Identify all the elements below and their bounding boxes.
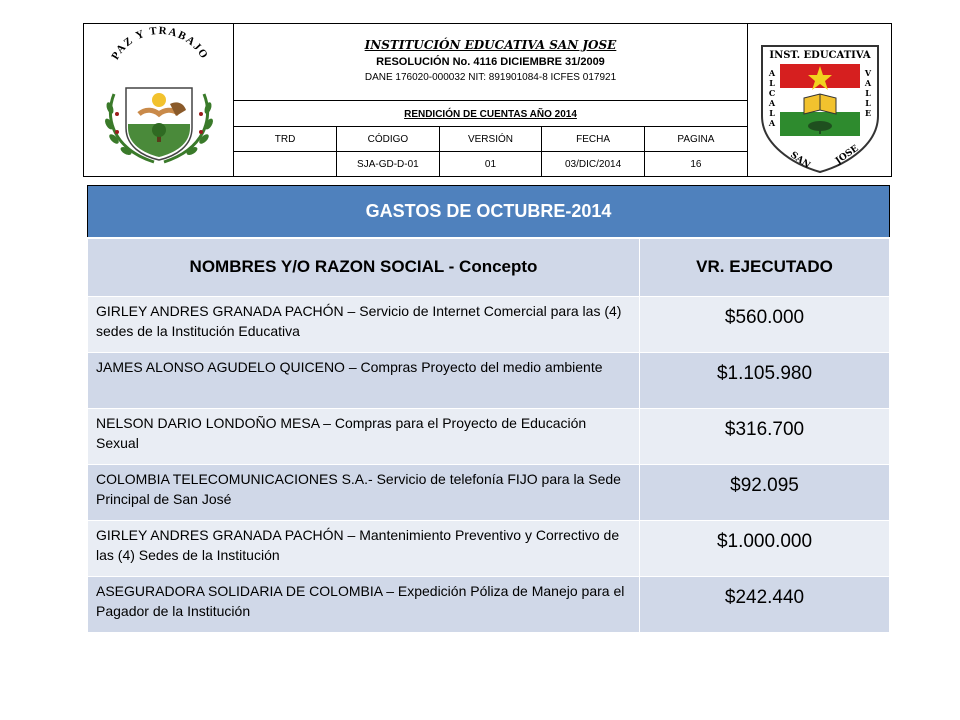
alcala-letter: A bbox=[768, 98, 776, 108]
valle-letter: L bbox=[865, 88, 871, 98]
meta-value-fecha: 03/DIC/2014 bbox=[542, 152, 645, 177]
document-header bbox=[83, 23, 892, 177]
table-row bbox=[88, 297, 890, 353]
valle-letter: E bbox=[864, 108, 872, 118]
table-row bbox=[88, 521, 890, 577]
meta-value-codigo: SJA-GD-D-01 bbox=[337, 152, 440, 177]
meta-value-trd bbox=[234, 152, 337, 177]
row-amount: $1.000.000 bbox=[640, 521, 890, 577]
meta-value-version: 01 bbox=[439, 152, 542, 177]
alcala-letter: C bbox=[768, 88, 776, 98]
row-concept: NELSON DARIO LONDOÑO MESA – Compras para el Proyecto de Educación Sexual bbox=[88, 409, 640, 465]
table-title: GASTOS DE OCTUBRE-2014 bbox=[88, 186, 890, 238]
svg-text:PAZ Y TRABAJO: PAZ Y TRABAJO bbox=[109, 24, 211, 62]
row-amount: $242.440 bbox=[640, 577, 890, 633]
row-concept: ASEGURADORA SOLIDARIA DE COLOMBIA – Expedición Póliza de Manejo para el Pagador de la Institución bbox=[88, 577, 640, 633]
svg-text:SAN: SAN bbox=[788, 150, 812, 171]
row-concept: GIRLEY ANDRES GRANADA PACHÓN – Servicio de Internet Comercial para las (4) sedes de la Institución Educativa bbox=[88, 297, 640, 353]
dane-nit-icfes-line: DANE 176020-000032 NIT: 891901084-8 ICFES 017921 bbox=[364, 72, 617, 83]
institution-title-row bbox=[234, 24, 747, 101]
expenses-table bbox=[87, 185, 890, 633]
meta-header-fecha: FECHA bbox=[542, 127, 645, 152]
svg-text:INST. EDUCATIVA: INST. EDUCATIVA bbox=[769, 50, 871, 61]
left-logo-cell bbox=[84, 24, 234, 176]
meta-header-version: VERSIÓN bbox=[439, 127, 542, 152]
svg-text:JOSE: JOSE bbox=[833, 143, 861, 167]
meta-header-codigo: CÓDIGO bbox=[337, 127, 440, 152]
row-amount: $1.105.980 bbox=[640, 353, 890, 409]
meta-value-pagina: 16 bbox=[644, 152, 747, 177]
row-concept: COLOMBIA TELECOMUNICACIONES S.A.- Servicio de telefonía FIJO para la Sede Principal de San José bbox=[88, 465, 640, 521]
table-row bbox=[88, 465, 890, 521]
valle-letter: V bbox=[864, 68, 872, 78]
row-amount: $560.000 bbox=[640, 297, 890, 353]
institution-name: INSTITUCIÓN EDUCATIVA SAN JOSE bbox=[364, 38, 617, 52]
table-row bbox=[88, 577, 890, 633]
right-logo-cell bbox=[747, 24, 891, 176]
metadata-value-row bbox=[234, 152, 747, 177]
row-concept: JAMES ALONSO AGUDELO QUICENO – Compras Proyecto del medio ambiente bbox=[88, 353, 640, 409]
valle-letter: A bbox=[864, 78, 872, 88]
alcala-letter: A bbox=[768, 118, 776, 128]
valle-letter: L bbox=[865, 98, 871, 108]
document-metadata-table bbox=[234, 127, 747, 176]
column-header-concept: NOMBRES Y/O RAZON SOCIAL - Concepto bbox=[88, 238, 640, 297]
column-header-row bbox=[88, 238, 890, 297]
meta-header-pagina: PAGINA bbox=[644, 127, 747, 152]
row-concept: GIRLEY ANDRES GRANADA PACHÓN – Mantenimiento Preventivo y Correctivo de las (4) Sedes de la Institución bbox=[88, 521, 640, 577]
row-amount: $316.700 bbox=[640, 409, 890, 465]
institution-shield-logo bbox=[748, 24, 892, 176]
table-row bbox=[88, 353, 890, 409]
row-amount: $92.095 bbox=[640, 465, 890, 521]
alcala-letter: A bbox=[768, 68, 776, 78]
meta-header-trd: TRD bbox=[234, 127, 337, 152]
resolution-line: RESOLUCIÓN No. 4116 DICIEMBRE 31/2009 bbox=[376, 56, 605, 68]
paz-y-trabajo-emblem-logo bbox=[84, 24, 234, 176]
report-title: RENDICIÓN DE CUENTAS AÑO 2014 bbox=[404, 109, 577, 120]
table-title-row bbox=[88, 186, 890, 238]
report-title-row bbox=[234, 101, 747, 127]
alcala-letter: L bbox=[769, 108, 775, 118]
alcala-letter: L bbox=[769, 78, 775, 88]
header-info-block bbox=[234, 24, 747, 176]
table-row bbox=[88, 409, 890, 465]
column-header-amount: VR. EJECUTADO bbox=[640, 238, 890, 297]
metadata-header-row bbox=[234, 127, 747, 152]
